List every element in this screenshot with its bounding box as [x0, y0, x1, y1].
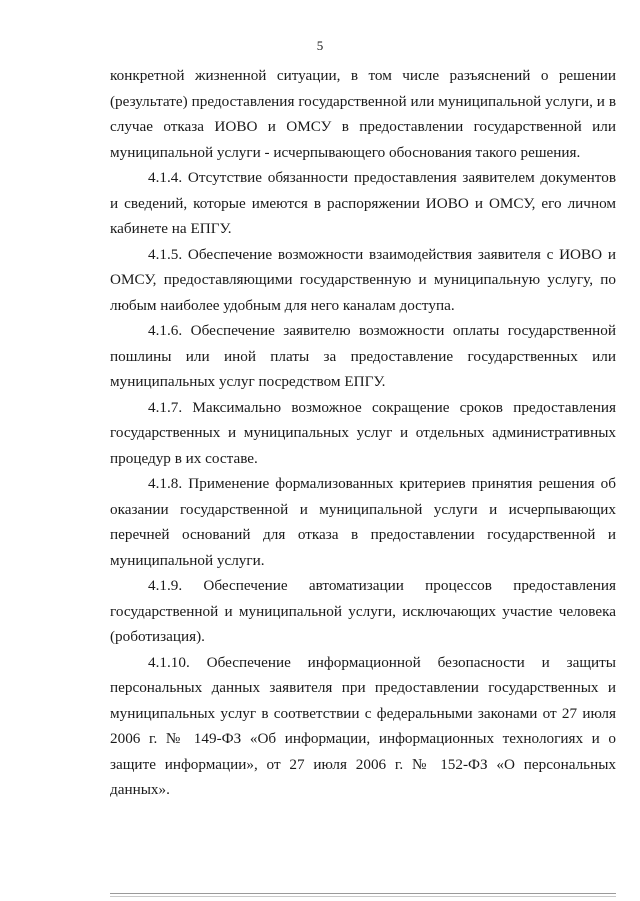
page-number: 5: [316, 38, 324, 53]
paragraph-4-1-4: 4.1.4. Отсутствие обязанности предоставления заявителем документов и сведений, которые имеются в распоряжении ИОВО и ОМСУ, его личном кабинете на ЕПГУ.: [110, 169, 616, 237]
paragraph-4-1-5: 4.1.5. Обеспечение возможности взаимодействия заявителя с ИОВО и ОМСУ, предоставляющими государственную и муниципальную услугу, по любым наиболее удобным для него каналам доступа.: [110, 245, 616, 314]
document-body: [110, 63, 616, 803]
paragraph-4-1-6: 4.1.6. Обеспечение заявителю возможности оплаты государственной пошлины или иной платы за предоставление государственных или муниципальных услуг посредством ЕПГУ.: [110, 322, 616, 390]
paragraph-continuation: конкретной жизненной ситуации, в том числе разъяснений о решении (результате) предоставления государственной или муниципальной услуги, и в случае отказа ИОВО и ОМСУ в предоставлении государственной или муниципальной услуги - исчерпывающего обоснования такого решения.: [110, 67, 616, 161]
paragraph-4-1-10: 4.1.10. Обеспечение информационной безопасности и защиты персональных данных заявителя при предоставлении государственных и муниципальных услуг в соответствии с федеральными законами от 27 июля 2006 г. № 149-ФЗ «Об информации, информационных технологиях и о защите информации», от 27 июля 2006 г. № 152-ФЗ «О персональных данных».: [110, 653, 616, 798]
footer-divider-shadow: [110, 896, 616, 897]
paragraph-4-1-8: 4.1.8. Применение формализованных критериев принятия решения об оказании государственной и муниципальной услуги и исчерпывающих перечней оснований для отказа в предоставлении государственной и муниципальной услуги.: [110, 475, 616, 569]
paragraph-4-1-7: 4.1.7. Максимально возможное сокращение сроков предоставления государственных и муниципальных услуг и отдельных административных процедур в их составе.: [110, 398, 616, 467]
footer-divider: [110, 893, 616, 894]
paragraph-4-1-9: 4.1.9. Обеспечение автоматизации процессов предоставления государственной и муниципальной услуги, исключающих участие человека (роботизация).: [110, 577, 616, 645]
